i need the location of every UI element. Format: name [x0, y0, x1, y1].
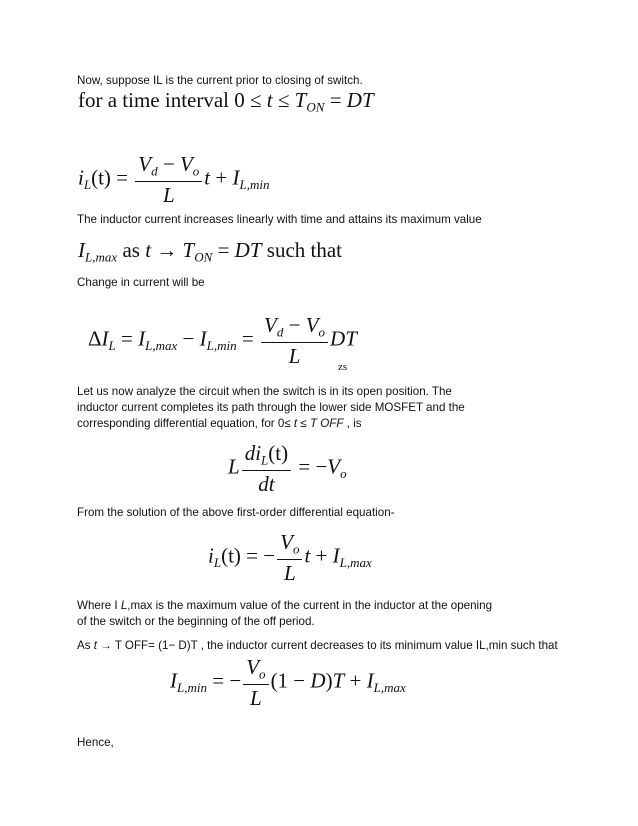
paragraph-open-position-line3: corresponding differential equation, for 0≤ t ≤ T OFF , is	[77, 417, 362, 430]
paragraph-change-in-current: Change in current will be	[77, 276, 205, 289]
paragraph-max-value-line1: Where I L,max is the maximum value of the current in the inductor at the opening	[77, 599, 493, 612]
paragraph-min-value: As t → T OFF= (1− D)T , the inductor current decreases to its minimum value IL,min such that	[77, 639, 558, 652]
paragraph-linear-increase: The inductor current increases linearly with time and attains its maximum value	[77, 213, 482, 226]
equation-max-current-condition: $I_{L,max}$ as $t \to T_{ON}$ = DT such that	[78, 238, 342, 265]
paragraph-hence: Hence,	[77, 736, 114, 749]
paragraph-open-position-line1: Let us now analyze the circuit when the switch is in its open position. The	[77, 385, 452, 398]
paragraph-current-prior: Now, suppose IL is the current prior to closing of switch.	[77, 74, 363, 87]
equation-inductor-current-fall: $i_L(t)$ = − $\frac{V_o}{L}$ $t + I_{L,max}$	[208, 530, 372, 585]
paragraph-max-value-line2: of the switch or the beginning of the off period.	[77, 615, 315, 628]
equation-delta-current: $\Delta I_L = I_{L,max} - I_{L,min}$ = $\frac{V_d - V_o}{L}$ DT	[88, 313, 357, 368]
paragraph-open-position-line2: inductor current completes its path through the lower side MOSFET and the	[77, 401, 465, 414]
equation-differential: L $di_L(t)$ dt = $-V_o$	[228, 441, 347, 496]
equation-min-current: $I_{L,min}$ = − $\frac{V_o}{L}$ $(1 - D)T + I_{L,max}$	[170, 655, 406, 710]
equation-time-interval: for a time interval $0 \le t \le T_{ON}$ = DT	[78, 88, 374, 115]
paragraph-solution: From the solution of the above first-order differential equation-	[77, 506, 395, 519]
equation-inductor-current-rise: $i_L(t)$ = $\frac{V_d - V_o}{L}$ $t + I_{L,min}$	[78, 152, 270, 207]
stray-text-zs: zs	[338, 361, 348, 373]
